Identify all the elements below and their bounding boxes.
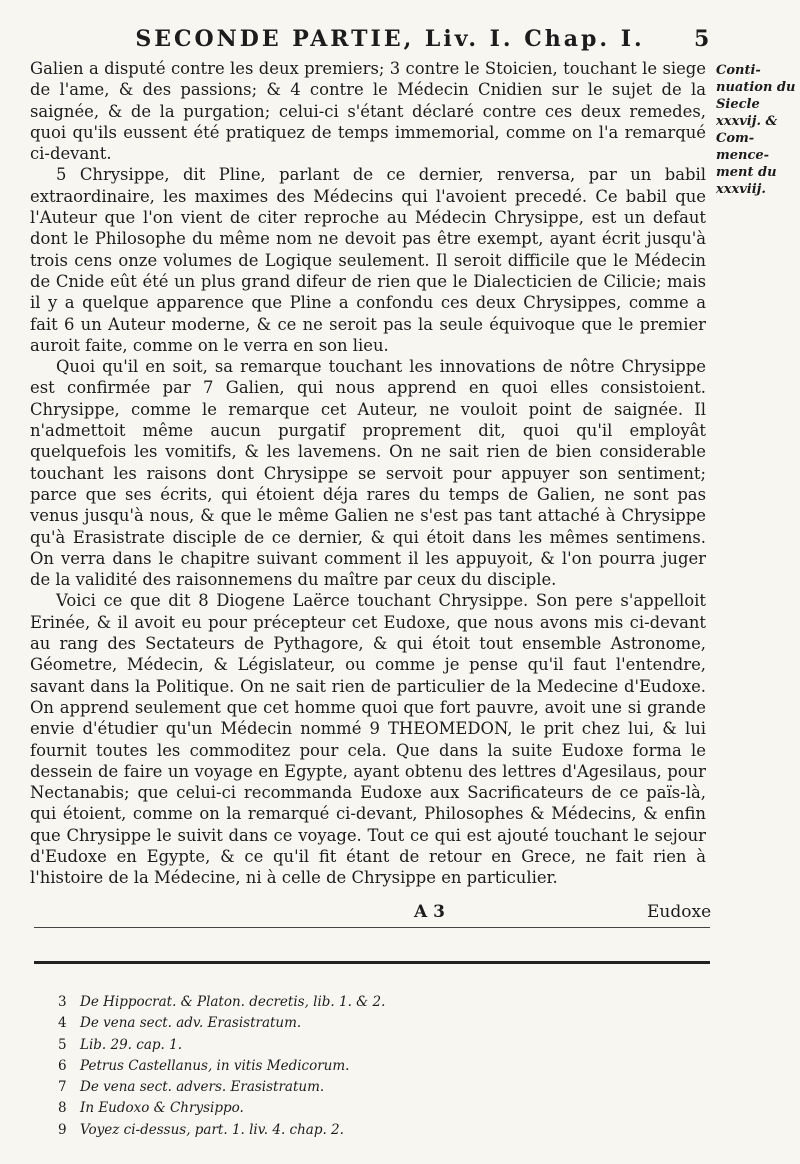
- footnote-text: In Eudoxo & Chrysippo.: [80, 1100, 244, 1117]
- footnote-number: 5: [58, 1036, 67, 1053]
- footnote: [58, 1035, 708, 1056]
- footnote-text: Lib. 29. cap. 1.: [80, 1036, 182, 1053]
- catchword: Eudoxe: [647, 902, 712, 922]
- footnotes: [58, 992, 708, 1141]
- footnote-number: 3: [58, 994, 67, 1010]
- main-text: [30, 58, 706, 889]
- footnote-text: Petrus Castellanus, in vitis Medicorum.: [80, 1057, 350, 1074]
- signature-mark: A 3: [414, 902, 445, 922]
- footnote-number: 4: [58, 1015, 67, 1032]
- paragraph: 5 Chrysippe, dit Pline, parlant de ce dernier, renversa, par un babil extraordinaire, les maximes des Médecins qui l'avoient precedé. Ce babil que l'Auteur que l'on vient de citer reproche au Médecin Chrysippe, est un defaut dont le Philosophe du même nom ne devoit pas être exempt, ayant écrit jusqu'à trois cens onze volumes de Logique seulement. Il seroit difficile que le Médecin de Cnide eût été un plus grand difeur de rien que le Dialecticien de Cilicie; mais il y a quelque apparence que Pline a confondu ces deux Chrysippes, comme a fait 6 un Auteur moderne, & ce ne seroit pas la seule équivoque que le premier auroit faite, comme on le verra en son lieu.: [30, 165, 706, 355]
- footnote: [58, 992, 708, 1013]
- paragraph: Voici ce que dit 8 Diogene Laërce touchant Chrysippe. Son pere s'appelloit Erinée, & il avoit eu pour précepteur cet Eudoxe, que nous avons mis ci-devant au rang des Sectateurs de Pythagore, & qui étoit tout ensemble Astronome, Géometre, Médecin, & Législateur, ou comme je pense qu'il faut l'entendre, savant dans la Politique. On ne sait rien de particulier de la Medecine d'Eudoxe. On apprend seulement que cet homme quoi que fort pauvre, avoit une si grande envie d'étudier qu'un Médecin nommé 9 THEOMEDON, le prit chez lui, & lui fournit toutes les commoditez pour cela. Que dans la suite Eudoxe forma le dessein de faire un voyage en Egypte, ayant obtenu des lettres d'Agesilaus, pour Nectanabis; que celui-ci recommanda Eudoxe aux Sacrificateurs de ce païs-là, qui étoient, comme on la remarqué ci-devant, Philosophes & Médecins, & enfin que Chrysippe le suivit dans ce voyage. Tout ce qui est ajouté touchant le sejour d'Eudoxe en Egypte, & ce qu'il fit étant de retour en Grece, ne fait rien à l'histoire de la Médecine, ni à celle de Chrysippe en particulier.: [30, 591, 706, 888]
- running-title: SECONDE PARTIE, Liv. I. Chap. I.: [135, 26, 645, 52]
- page-number: 5: [694, 26, 710, 52]
- footnote: [58, 1056, 708, 1077]
- footnote-text: Voyez ci-dessus, part. 1. liv. 4. chap. 2.: [80, 1121, 344, 1138]
- footnote: [58, 1098, 708, 1119]
- divider: [34, 961, 710, 964]
- footnote-text: De Hippocrat. & Platon. decretis, lib. 1. & 2.: [80, 994, 386, 1010]
- footnote: [58, 1013, 708, 1034]
- footnote-text: De vena sect. adv. Erasistratum.: [80, 1015, 302, 1032]
- paragraph: Quoi qu'il en soit, sa remarque touchant les innovations de nôtre Chrysippe est confirmée par 7 Galien, qui nous apprend en quoi elles consistoient. Chrysippe, comme le remarque cet Auteur, ne vouloit point de saignée. Il n'admettoit même aucun purgatif proprement dit, quoi qu'il employât quelquefois les vomitifs, & les lavemens. On ne sait rien de bien considerable touchant les raisons dont Chrysippe se servoit pour appuyer son sentiment; parce que ses écrits, qui étoient déja rares du temps de Galien, ne sont pas venus jusqu'à nous, & que le même Galien ne s'est pas tant attaché à Chrysippe qu'à Erasistrate disciple de ce dernier, & qui étoit dans les mêmes sentimens. On verra dans le chapitre suivant comment il les appuyoit, & l'on pourra juger de la validité des raisonnemens du maître par ceux du disciple.: [30, 357, 706, 590]
- margin-note: Conti- nuation du Siecle xxxvij. & Com- mence- ment du xxxviij.: [716, 63, 796, 197]
- paragraph: Galien a disputé contre les deux premiers; 3 contre le Stoicien, touchant le siege de l'ame, & des passions; & 4 contre le Médecin Cnidien sur le sujet de la saignée, & de la purgation; celui-ci s'étant déclaré contre ces deux remedes, quoi qu'ils eussent été pratiquez de temps immemorial, comme on l'a remarqué ci-devant.: [30, 59, 706, 164]
- footnote: [58, 1120, 708, 1141]
- footnote-number: 8: [58, 1100, 67, 1117]
- footnote-number: 6: [58, 1057, 67, 1074]
- footnote-number: 7: [58, 1079, 67, 1096]
- footnote-number: 9: [58, 1121, 67, 1138]
- divider: [34, 927, 710, 928]
- footnote-text: De vena sect. advers. Erasistratum.: [80, 1079, 325, 1096]
- footnote: [58, 1077, 708, 1098]
